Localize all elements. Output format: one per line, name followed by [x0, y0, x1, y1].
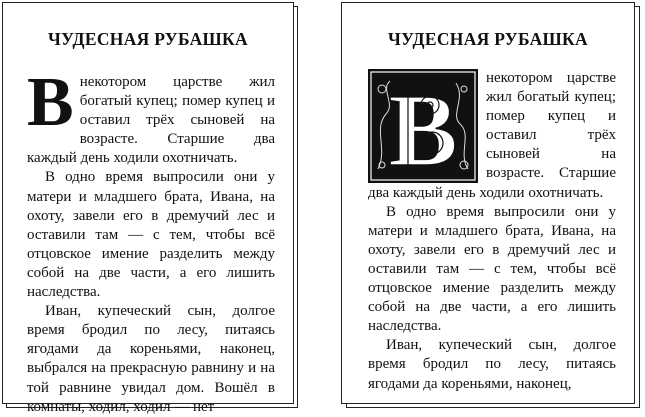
left-paragraph-1: Внекотором царстве жил богатый купец; помер купец и оставил трёх сыновей на возрасте. Старшие два каждый день ходили охотничать. — [27, 64, 275, 167]
left-paragraph-3: Иван, купеческий сын, долгое время бродил по лесу, питаясь ягодами да кореньями, наконец, выбрался на прекрасную равнину и на той равнине увидал дом. Вошёл в комнаты, ходил, ходил — нет — [27, 303, 275, 415]
right-paragraph-3: Иван, купеческий сын, долгое время бродил по лесу, питаясь ягодами да кореньями, наконец, — [368, 337, 616, 392]
ornate-dropcap-icon — [368, 69, 478, 183]
left-paragraph-2: В одно время выпросили они у матери и младшего брата, Ивана, на охоту, завели его в дремучий лес и оставили там — с тем, чтобы всё отцовское имение разделить между собой на две части, а его лишить наследства. — [27, 169, 275, 301]
ornate-dropcap — [368, 69, 478, 183]
left-dropcap: В — [27, 64, 74, 141]
right-page — [341, 2, 635, 404]
right-paragraph-1: В некотором царстве жил богатый купец; помер купец и оставил трёх сыновей на возрасте. Старшие два каждый день ходили охотничать. — [368, 70, 616, 201]
left-page — [2, 2, 294, 415]
right-page-title: ЧУДЕСНАЯ РУБАШКА — [388, 29, 588, 49]
ornate-dropcap-letter: В — [388, 73, 458, 183]
right-page-body — [368, 69, 616, 394]
right-paragraph-2: В одно время выпросили они у матери и младшего брата, Ивана, на охоту, завели его в дремучий лес и оставили там — с тем, чтобы всё отцовское имение разделить между собой на две части, а его лишить наследства. — [368, 203, 616, 335]
left-page-title: ЧУДЕСНАЯ РУБАШКА — [48, 29, 248, 49]
left-page-body — [27, 64, 275, 417]
